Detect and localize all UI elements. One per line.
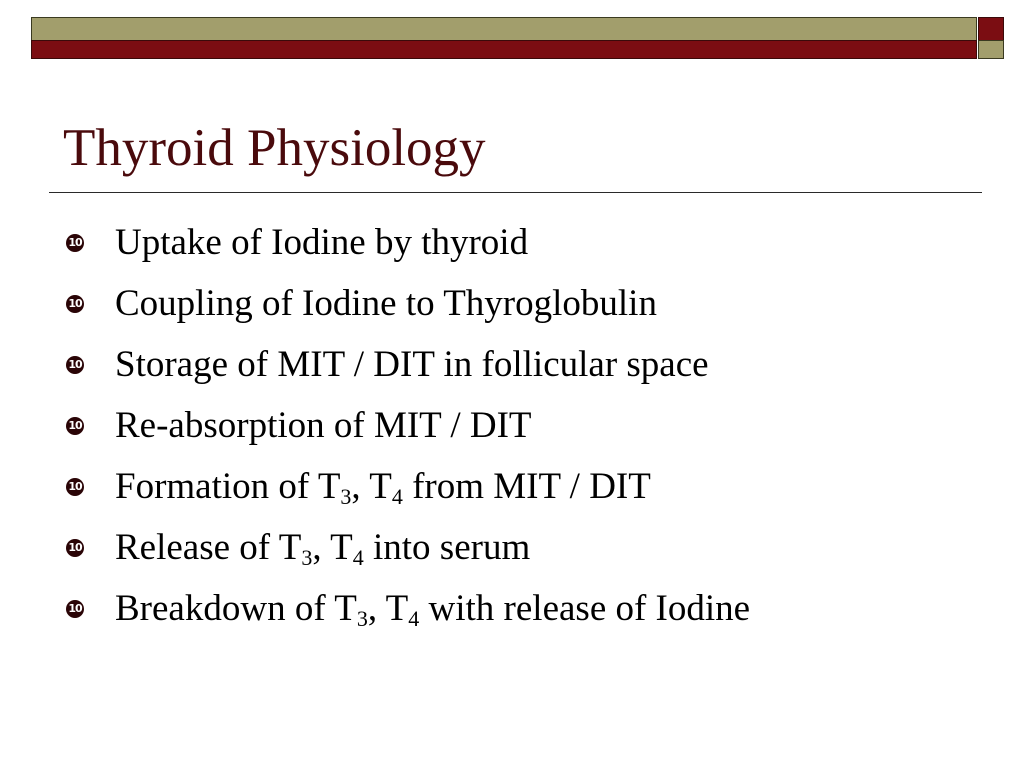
bullet-item [66, 212, 750, 273]
bullet-text: Storage of MIT / DIT in follicular space [115, 344, 709, 385]
bullet-item [66, 273, 750, 334]
circled-ten-icon: 10 [66, 539, 84, 557]
bullet-text: Breakdown of $T_3$, $T_4$ with release of Iodine [115, 588, 751, 631]
subscript: 4 [352, 545, 364, 570]
corner-olive-square [978, 40, 1004, 59]
bullet-text: Formation of $T_3$, $T_4$ from MIT / DIT [115, 466, 651, 509]
corner-red-square [978, 17, 1004, 41]
bullet-text: Coupling of Iodine to Thyroglobulin [115, 283, 657, 324]
subscript: 4 [391, 484, 403, 509]
bullet-item [66, 517, 750, 578]
bullet-item [66, 334, 750, 395]
subscript: 4 [408, 606, 420, 631]
bullet-item [66, 578, 750, 639]
subscript: 3 [356, 606, 368, 631]
title-divider [49, 192, 982, 193]
subscript: 3 [301, 545, 313, 570]
bullet-item [66, 456, 750, 517]
top-banner-red-bar [31, 40, 977, 59]
bullet-text: Re-absorption of MIT / DIT [115, 405, 532, 446]
slide-title: Thyroid Physiology [63, 119, 486, 177]
circled-ten-icon: 10 [66, 234, 84, 252]
circled-ten-icon: 10 [66, 417, 84, 435]
bullet-list [66, 212, 750, 639]
circled-ten-icon: 10 [66, 478, 84, 496]
circled-ten-icon: 10 [66, 295, 84, 313]
bullet-text: Release of $T_3$, $T_4$ into serum [115, 527, 531, 570]
circled-ten-icon: 10 [66, 356, 84, 374]
subscript: 3 [340, 484, 352, 509]
circled-ten-icon: 10 [66, 600, 84, 618]
bullet-text: Uptake of Iodine by thyroid [115, 222, 529, 263]
bullet-item [66, 395, 750, 456]
top-banner-olive-bar [31, 17, 977, 41]
